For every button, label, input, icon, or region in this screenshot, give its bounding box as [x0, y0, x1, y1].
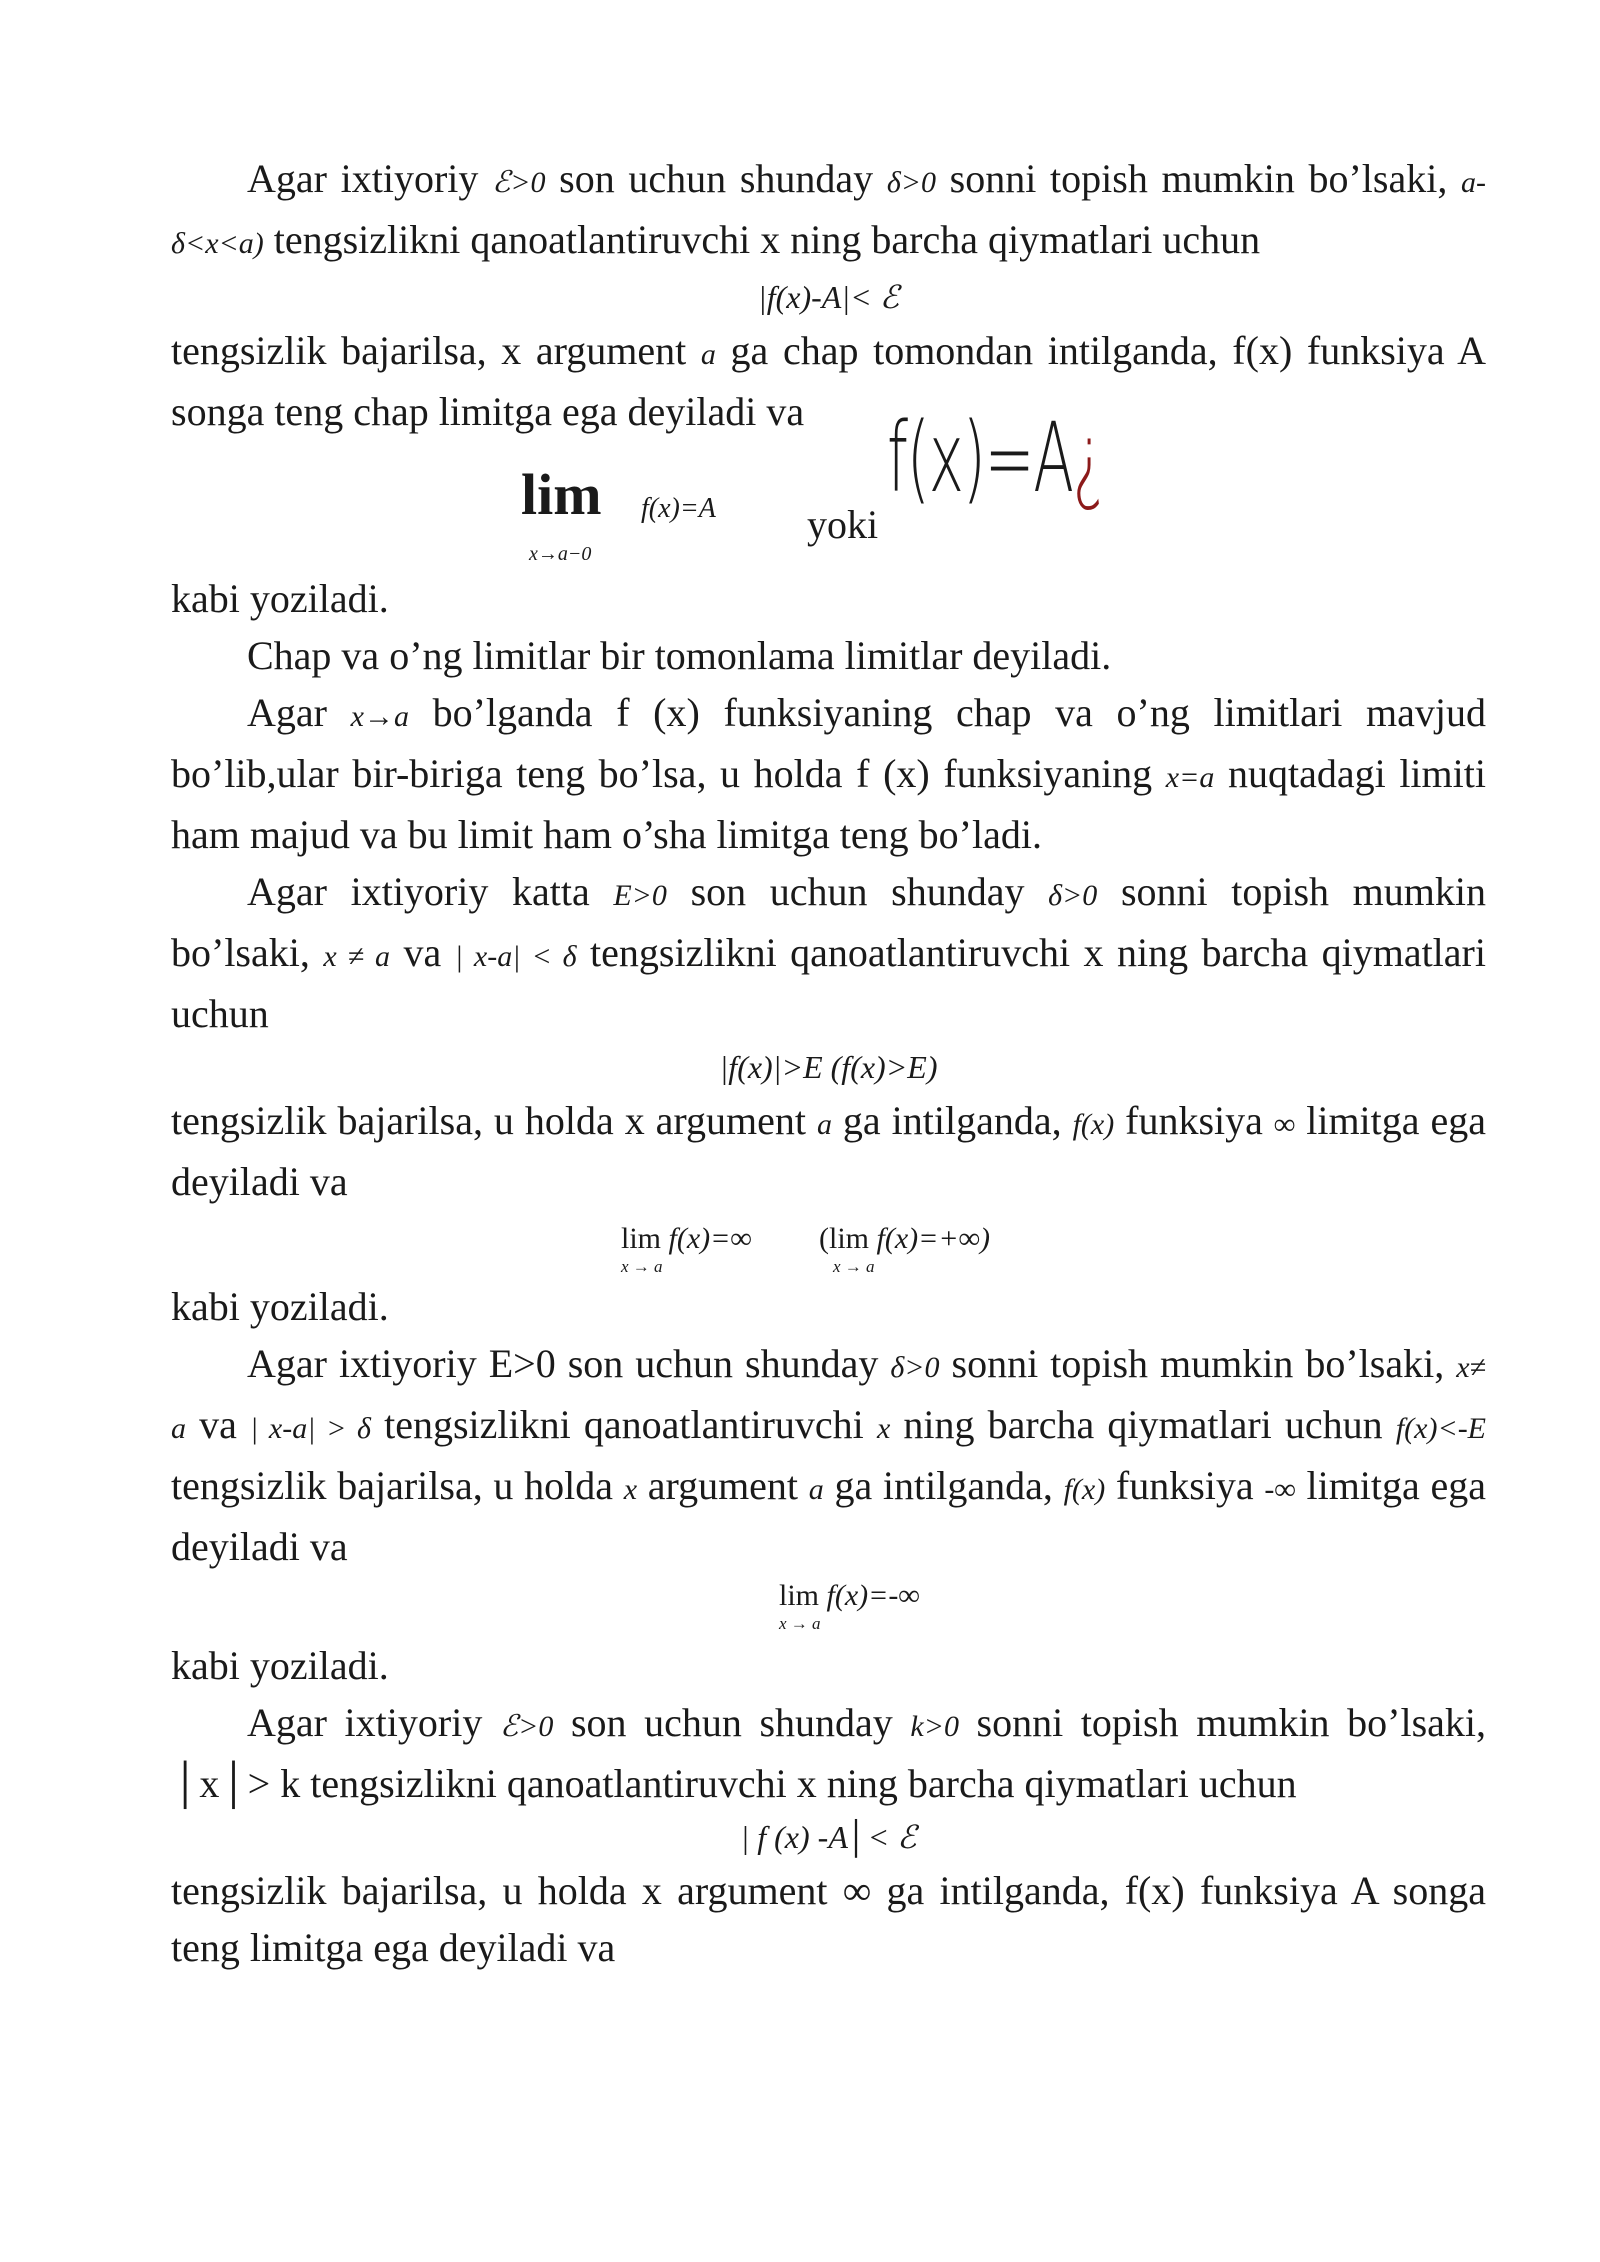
math-abs-x: │x│> [171, 1761, 271, 1806]
paragraph-left-limit-definition [171, 150, 1486, 272]
equation-abs-fx-minus-A: | f (x) -A│< ℰ [740, 1819, 917, 1855]
paragraph-kabi-3: kabi yoziladi. [171, 1643, 389, 1688]
lim-subscript: x → a [779, 1614, 821, 1633]
text: Agar ixtiyoriy [247, 1700, 500, 1745]
math-x-to-a: x→a [350, 700, 409, 733]
math-infinity: ∞ [1273, 1108, 1296, 1141]
paragraph-infinite-conclusion [171, 1092, 1486, 1210]
math-delta: δ>0 [890, 1351, 940, 1384]
text: ga intilganda, [823, 1463, 1064, 1508]
text: Agar [247, 690, 351, 735]
document-page [171, 150, 1486, 1976]
text: tengsizlikni qanoatlantiruvchi [370, 1402, 877, 1447]
text: funksiya [1114, 1098, 1274, 1143]
big-formula-text: f(x)=A [887, 402, 1073, 514]
math-minus-infinity: -∞ [1264, 1473, 1296, 1506]
lim-subscript: x → a [833, 1257, 875, 1276]
lim-subscript: x → a [621, 1257, 663, 1276]
text: sonni topish mumkin bo’lsaki, [171, 869, 1487, 975]
paragraph-kabi-2: kabi yoziladi. [171, 1284, 389, 1329]
lim-label: (lim [819, 1222, 869, 1255]
math-abs-x-a: | x-a| < δ [454, 940, 577, 973]
paragraph-two-sided [171, 684, 1486, 863]
math-x-neq-a: x ≠ a [323, 940, 391, 973]
math-epsilon: ℰ>0 [499, 1710, 554, 1743]
equation-abs-fx-gt-E: |f(x)|>E (f(x)>E) [719, 1049, 938, 1085]
text: funksiya [1105, 1463, 1265, 1508]
math-E: E>0 [613, 879, 667, 912]
yoki-word: yoki [807, 502, 879, 547]
text: tengsizlikni qanoatlantiruvchi x ning barcha qiymatlari uchun [171, 930, 1486, 1036]
equation-limit-minus-infinity [171, 1575, 1486, 1637]
text: sonni topish mumkin bo’lsaki, [958, 1700, 1487, 1745]
text: nuqtadagi limiti ham majud va bu limit ham o’sha limitga teng bo’ladi. [171, 751, 1486, 857]
text: tengsizlik bajarilsa, u holda [171, 1463, 624, 1508]
text: son uchun shunday [545, 156, 887, 201]
text: k tengsizlikni qanoatlantiruvchi x ning barcha qiymatlari uchun [270, 1761, 1297, 1806]
paragraph-one-sided: Chap va o’ng limitlar bir tomonlama limitlar deyiladi. [247, 633, 1112, 678]
text: sonni topish mumkin bo’lsaki, [936, 156, 1462, 201]
math-fx: f(x) [1063, 1473, 1106, 1506]
equation-abs-diff: |f(x)-A|< ℰ [757, 279, 900, 315]
text: limitga ega deyiladi va [171, 1463, 1486, 1569]
text: tengsizlik bajarilsa, u holda x argument [171, 1098, 817, 1143]
limit-minus-infinity [779, 1579, 920, 1633]
lim-label: lim [779, 1579, 820, 1612]
lim-expr: f(x)=∞ [668, 1222, 752, 1255]
math-epsilon: ℰ>0 [492, 166, 546, 199]
math-a: a [808, 1473, 824, 1506]
text: bo’lganda f (x) funksiyaning chap va o’ng limitlari mavjud bo’lib,ular bir-biriga teng bo’lsa, u holda f (x) funksiyaning [171, 690, 1487, 796]
paragraph-left-limit-conclusion [171, 322, 1486, 440]
math-abs-x-a: | x-a| > δ [250, 1412, 371, 1445]
equation-limit-infinity [171, 1210, 1486, 1278]
lim-expr: f(x)=-∞ [826, 1579, 920, 1612]
math-interval: a-δ<x<a) [171, 166, 1487, 260]
text: argument [637, 1463, 809, 1508]
text: tengsizlik bajarilsa, x argument [171, 328, 701, 373]
text: tengsizlikni qanoatlantiruvchi x ning barcha qiymatlari uchun [263, 217, 1261, 262]
math-fx-lt-minusE: f(x)<-E [1395, 1412, 1487, 1445]
text: Agar ixtiyoriy E>0 son uchun shunday [247, 1341, 891, 1386]
math-k: k>0 [910, 1710, 959, 1743]
limit-plus-infinity [819, 1222, 990, 1276]
text: Agar ixtiyoriy [247, 156, 493, 201]
text: son uchun shunday [666, 869, 1049, 914]
lim-symbol: lim [521, 462, 602, 527]
lim-expr: f(x)=+∞) [876, 1222, 990, 1255]
paragraph-infinite-limit [171, 863, 1486, 1042]
big-formula-artifact: ¿ [1072, 402, 1104, 514]
paragraph-kabi-1: kabi yoziladi. [171, 576, 389, 621]
text: ning barcha qiymatlari uchun [890, 1402, 1396, 1447]
text: son uchun shunday [553, 1700, 911, 1745]
text: Agar ixtiyoriy katta [247, 869, 614, 914]
equation-left-limit [171, 402, 1486, 570]
paragraph-infinity-conclusion: tengsizlik bajarilsa, u holda x argument ∞ ga intilganda, f(x) funksiya A songa teng limitga ega deyiladi va [171, 1868, 1486, 1970]
lim-expression: f(x)=A [641, 493, 716, 524]
math-x-eq-a: x=a [1165, 761, 1215, 794]
math-delta: δ>0 [1048, 879, 1098, 912]
text: va [390, 930, 455, 975]
math-delta: δ>0 [886, 166, 937, 199]
limit-infinity [621, 1222, 752, 1276]
math-x: x [876, 1412, 891, 1445]
math-fx: f(x) [1072, 1108, 1115, 1141]
text: va [186, 1402, 251, 1447]
text: sonni topish mumkin bo’lsaki, [939, 1341, 1457, 1386]
math-x: x [623, 1473, 638, 1506]
text: ga intilganda, [831, 1098, 1073, 1143]
paragraph-limit-at-infinity [171, 1694, 1486, 1812]
text: ga chap tomondan intilganda, f(x) funksiya A songa teng chap limitga ega deyiladi va [171, 328, 1486, 434]
paragraph-minus-infinity [171, 1335, 1486, 1575]
big-formula [887, 402, 1104, 514]
text: limitga ega deyiladi va [171, 1098, 1487, 1204]
math-a: a [816, 1108, 832, 1141]
math-x-neq-a: x≠ a [171, 1351, 1486, 1445]
math-a: a [700, 338, 716, 371]
lim-label: lim [621, 1222, 662, 1255]
lim-subscript: x→a−0 [529, 543, 592, 565]
